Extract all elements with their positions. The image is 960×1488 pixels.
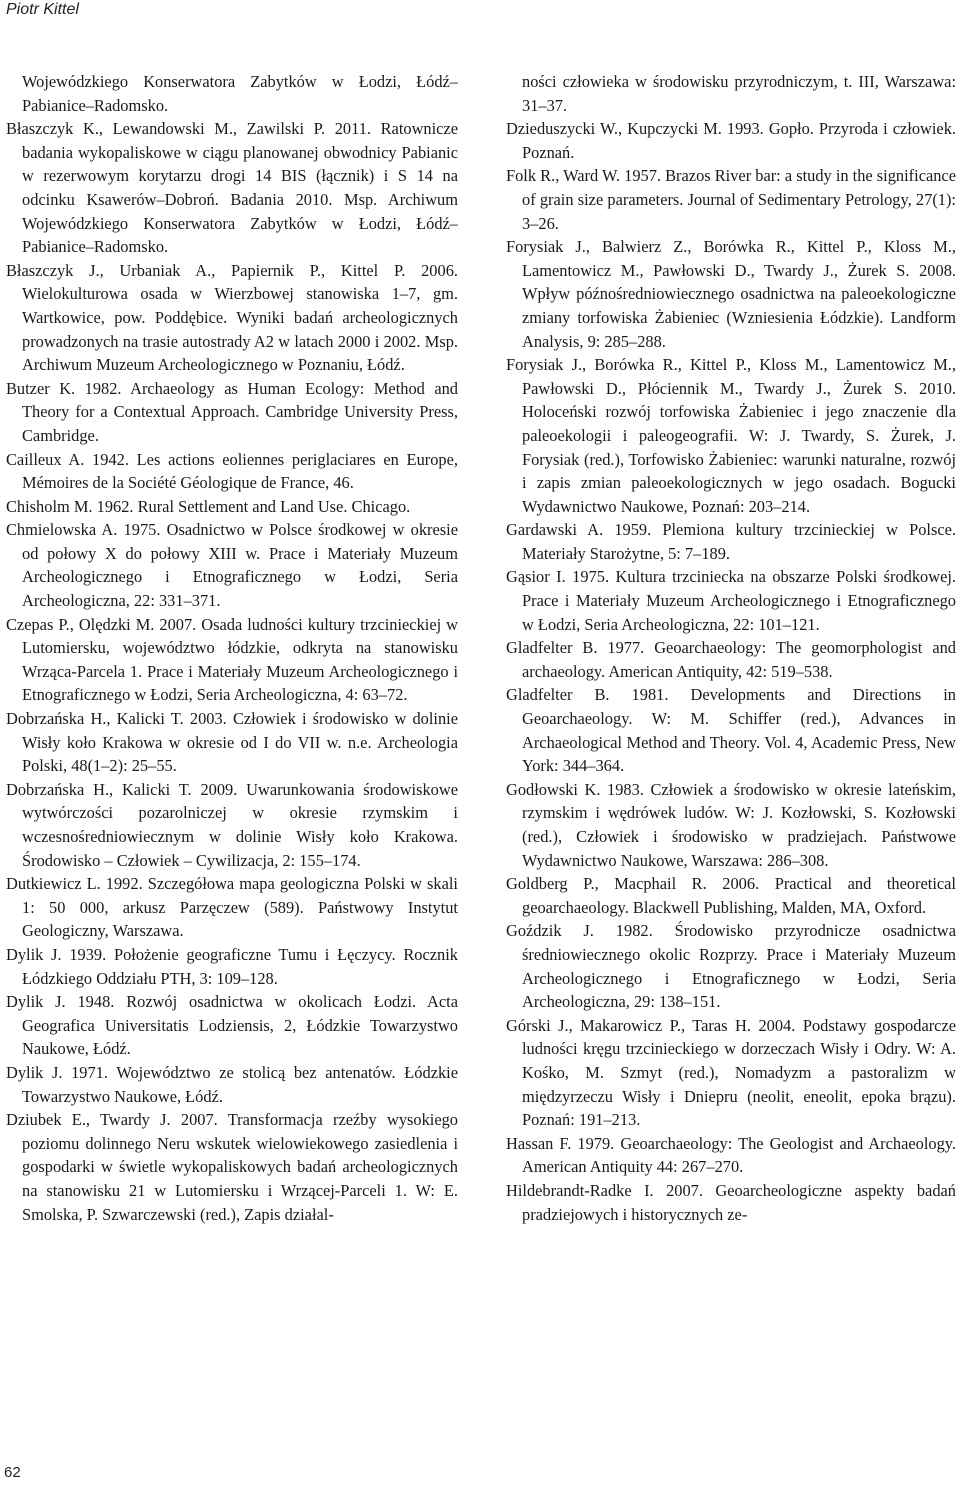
reference-entry: Goździk J. 1982. Środowisko przyrodnicze osadnictwa średniowiecznego okolic Rozprzy. Prace i Materiały Muzeum Archeologicznego i Etnograficznego w Łodzi, Seria Archeologiczna, 29: 138–151. [506,921,956,1012]
reference-entry: Godłowski K. 1983. Człowiek a środowisko w okresie lateńskim, rzymskim i wędrówek ludów. W: J. Kozłowski, S. Kozłowski (red.), Człowiek i środowisko w pradziejach. Państwowe Wydawnictwo Naukowe, Warszawa: 286–308. [506,779,956,870]
reference-entry: Gladfelter B. 1981. Developments and Directions in Geoarchaeology. W: M. Schiffer (red.), Advances in Archaeological Method and Theory. Vol. 4, Academic Press, New York: 344–364. [506,685,956,776]
reference-entry: Cailleux A. 1942. Les actions eoliennes periglaciares en Europe, Mémoires de la Société Géologique de France, 46. [6,449,458,493]
reference-entry: Błaszczyk K., Lewandowski M., Zawilski P. 2011. Ratownicze badania wykopaliskowe w ciągu planowanej obwodnicy Pabianic w rezerwowym korytarzu drogi 14 BIS (łącznik) i S 14 na odcinku Ksawerów–Dobroń. Badania 2010. Msp. Archiwum Wojewódzkiego Konserwatora Zabytków w Łodzi, Łódź–Pabianice–Radomsko. [6,119,458,257]
reference-entry: Wojewódzkiego Konserwatora Zabytków w Łodzi, Łódź–Pabianice–Radomsko. [22,72,458,115]
reference-entry: Dylik J. 1948. Rozwój osadnictwa w okolicach Łodzi. Acta Geografica Universitatis Lodziensis, 2, Łódzkie Towarzystwo Naukowe, Łódź. [6,992,458,1059]
reference-entry: Gladfelter B. 1977. Geoarchaeology: The geomorphologist and archaeology. American Antiquity, 42: 519–538. [506,638,956,681]
page-number: 62 [4,1464,21,1481]
reference-entry: Dziubek E., Twardy J. 2007. Transformacja rzeźby wysokiego poziomu dolinnego Neru wskutek wielowiekowego zasiedlenia i gospodarki w świetle wykopaliskowych badań archeologicznych na stanowisku 21 w Lutomiersku i Wrzącej-Parceli 1. W: E. Smolska, P. Szwarczewski (red.), Zapis działal- [6,1110,458,1224]
reference-entry: Dobrzańska H., Kalicki T. 2009. Uwarunkowania środowiskowe wytwórczości pozarolniczej w okresie rzymskim i wczesnośredniowiecznym w dolinie Wisły koło Krakowa. Środowisko – Człowiek – Cywilizacja, 2: 155–174. [6,779,458,870]
reference-entry: Dobrzańska H., Kalicki T. 2003. Człowiek i środowisko w dolinie Wisły koło Krakowa w okresie od I do VII w. n.e. Archeologia Polski, 48(1–2): 25–55. [6,709,458,776]
references-left-column [6,70,458,1226]
reference-entry: Butzer K. 1982. Archaeology as Human Ecology: Method and Theory for a Contextual Approach. Cambridge University Press, Cambridge. [6,378,458,445]
reference-entry: Dutkiewicz L. 1992. Szczegółowa mapa geologiczna Polski w skali 1: 50 000, arkusz Parzęczew (589). Państwowy Instytut Geologiczny, Warszawa. [6,874,458,941]
reference-entry: Hildebrandt-Radke I. 2007. Geoarcheologiczne aspekty badań pradziejowych i historycznych ze- [506,1180,956,1224]
reference-entry: Dylik J. 1939. Położenie geograficzne Tumu i Łęczycy. Rocznik Łódzkiego Oddziału PTH, 3: 109–128. [6,944,458,988]
reference-entry: Błaszczyk J., Urbaniak A., Papiernik P., Kittel P. 2006. Wielokulturowa osada w Wierzbowej stanowiska 1–7, gm. Wartkowice, pow. Poddębice. Wyniki badań archeologicznych prowadzonych na trasie autostrady A2 w latach 2000 i 2002. Msp. Archiwum Muzeum Archeologicznego w Poznaniu, Łódź. [6,260,458,375]
reference-entry: Chisholm M. 1962. Rural Settlement and Land Use. Chicago. [6,496,411,516]
references-right-column [506,70,956,1226]
reference-entry: Forysiak J., Borówka R., Kittel P., Kloss M., Lamentowicz M., Pawłowski D., Płóciennik M., Twardy J., Żurek S. 2010. Holoceński rozwój torfowiska Żabieniec i jego znaczenie dla paleoekologii i paleogeografii. W: J. Twardy, S. Żurek, J. Forysiak (red.), Torfowisko Żabieniec: warunki naturalne, rozwój i zapis zmian paleoekologicznych w jego osadach. Bogucki Wydawnictwo Naukowe, Poznań: 203–214. [506,355,956,516]
running-head-author: Piotr Kittel [6,1,79,18]
reference-entry: Chmielowska A. 1975. Osadnictwo w Polsce środkowej w okresie od połowy X do połowy XIII w. Prace i Materiały Muzeum Archeologicznego i Etnograficznego w Łodzi, Seria Archeologiczna, 22: 331–371. [6,520,458,611]
reference-entry: Dzieduszycki W., Kupczycki M. 1993. Gopło. Przyroda i człowiek. Poznań. [506,119,956,162]
reference-entry: Forysiak J., Balwierz Z., Borówka R., Kittel P., Kloss M., Lamentowicz M., Pawłowski D., Twardy J., Żurek S. 2008. Wpływ późnośredniowiecznego osadnictwa na paleoekologiczne zmiany torfowiska Żabieniec (Wzniesienia Łódzkie). Landform Analysis, 9: 285–288. [506,237,956,351]
reference-entry: Folk R., Ward W. 1957. Brazos River bar: a study in the significance of grain size parameters. Journal of Sedimentary Petrology, 27(1): 3–26. [506,166,956,233]
reference-entry: ności człowieka w środowisku przyrodniczym, t. III, Warszawa: 31–37. [522,72,956,115]
reference-entry: Czepas P., Olędzki M. 2007. Osada ludności kultury trzcinieckiej w Lutomiersku, województwo łódzkie, odkryta na stanowisku Wrząca-Parcela 1. Prace i Materiały Muzeum Archeologicznego i Etnograficznego w Łodzi, Seria Archeologiczna, 4: 63–72. [6,614,458,705]
reference-entry: Górski J., Makarowicz P., Taras H. 2004. Podstawy gospodarcze ludności kręgu trzcinieckiego w dorzeczach Wisły i Odry. W: A. Kośko, M. Szmyt (red.), Nomadyzm a pastoralizm w międzyrzeczu Wisły i Dniepru (neolit, eneolit, epoka brązu). Poznań: 191–213. [506,1015,956,1130]
reference-entry: Gąsior I. 1975. Kultura trzciniecka na obszarze Polski środkowej. Prace i Materiały Muzeum Archeologicznego i Etnograficznego w Łodzi, Seria Archeologiczna, 22: 101–121. [506,567,956,634]
reference-entry: Dylik J. 1971. Województwo ze stolicą bez antenatów. Łódzkie Towarzystwo Naukowe, Łódź. [6,1062,458,1106]
reference-entry: Gardawski A. 1959. Plemiona kultury trzcinieckiej w Polsce. Materiały Starożytne, 5: 7–189. [506,520,956,563]
reference-entry: Goldberg P., Macphail R. 2006. Practical and theoretical geoarchaeology. Blackwell Publishing, Malden, MA, Oxford. [506,874,956,917]
reference-entry: Hassan F. 1979. Geoarchaeology: The Geologist and Archaeology. American Antiquity 44: 267–270. [506,1133,956,1177]
